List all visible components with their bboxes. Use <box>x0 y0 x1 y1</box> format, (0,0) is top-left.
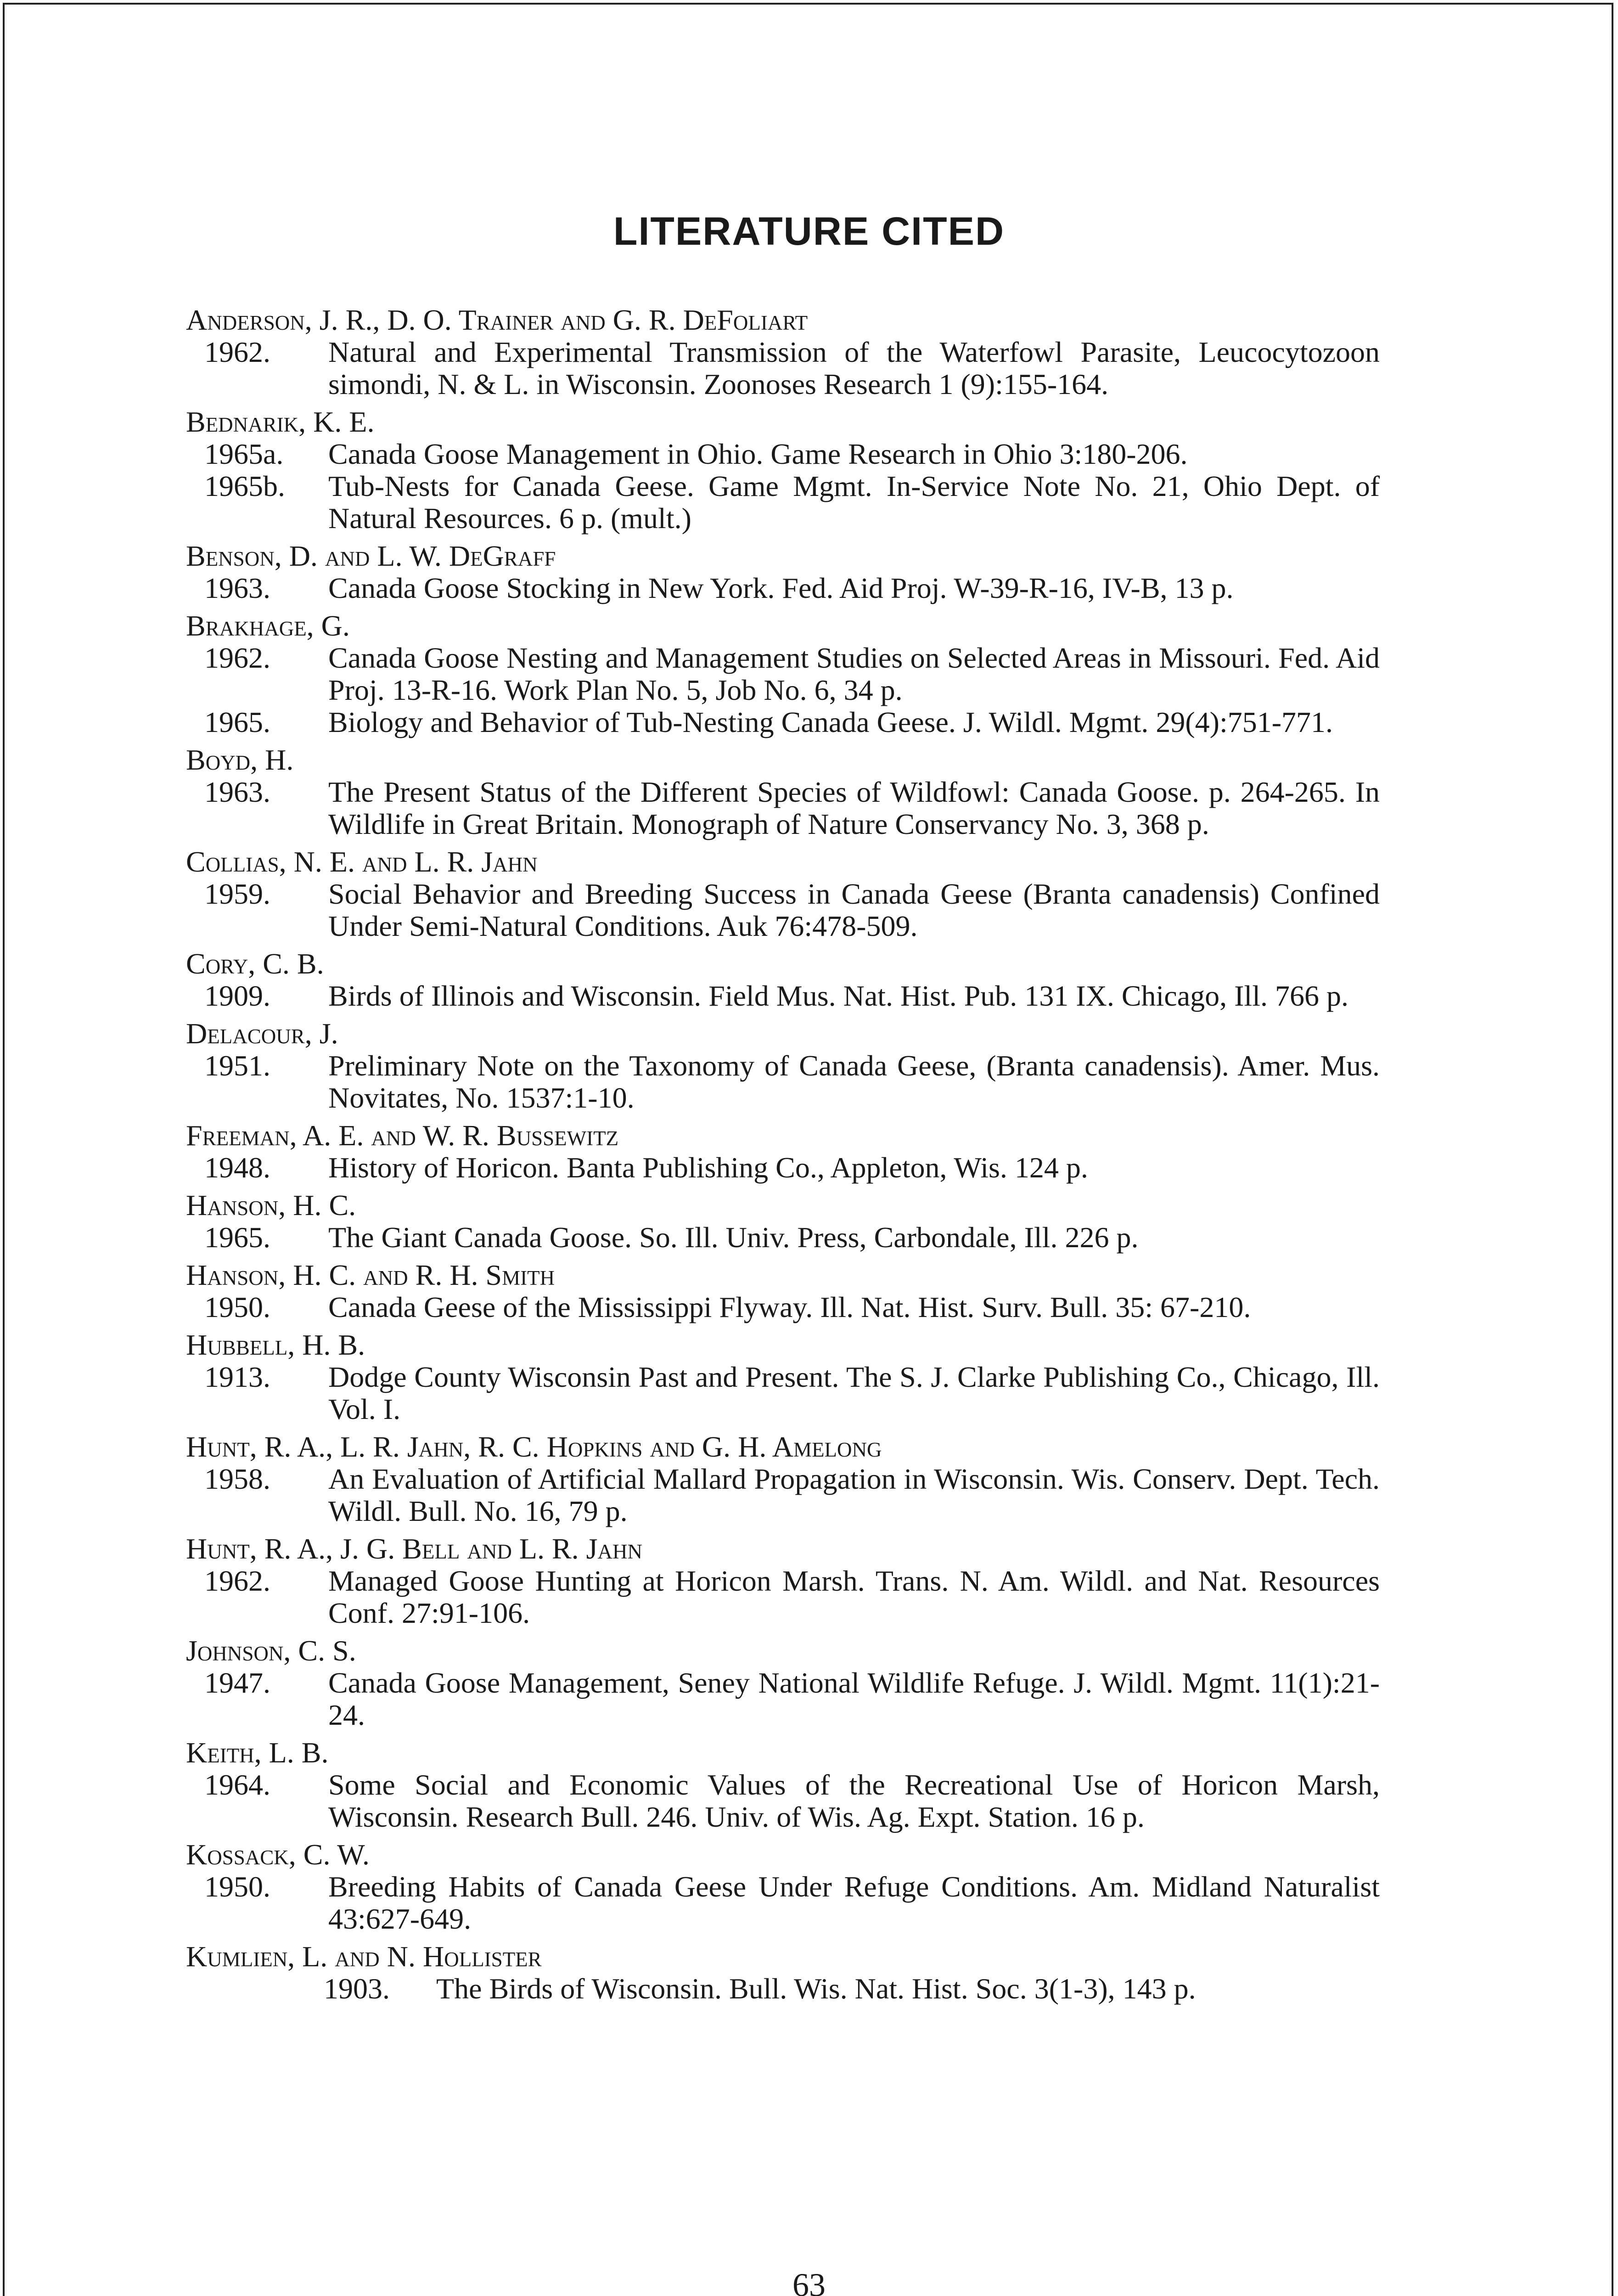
reference-year: 1958. <box>204 1463 270 1495</box>
reference-entry <box>186 776 1380 840</box>
reference-author: Hanson, H. C. and R. H. Smith <box>186 1259 555 1291</box>
reference-author: Hunt, R. A., J. G. Bell and L. R. Jahn <box>186 1532 643 1565</box>
reference-text: Canada Goose Management in Ohio. Game Research in Ohio 3:180-206. <box>328 438 1188 470</box>
reference-year: 1909. <box>204 979 270 1012</box>
reference-author: Hanson, H. C. <box>186 1189 356 1221</box>
reference-text: The Present Status of the Different Species of Wildfowl: Canada Goose. p. 264-265. In Wildlife in Great Britain. Monograph of Nature Conservancy No. 3, 368 p. <box>328 776 1380 840</box>
reference-year: 1965. <box>204 706 270 738</box>
reference-year: 1964. <box>204 1768 270 1801</box>
reference-year: 1903. <box>324 1972 390 2005</box>
reference-entry <box>186 1667 1380 1731</box>
reference-entry <box>186 438 1380 470</box>
reference-year: 1962. <box>204 642 270 674</box>
reference-author: Benson, D. and L. W. DeGraff <box>186 540 556 572</box>
reference-author: Cory, C. B. <box>186 947 324 980</box>
reference-entry <box>186 1221 1380 1254</box>
reference-text: Tub-Nests for Canada Geese. Game Mgmt. In-Service Note No. 21, Ohio Dept. of Natural Resources. 6 p. (mult.) <box>328 470 1380 535</box>
reference-entry <box>186 980 1380 1012</box>
reference-author: Hubbell, H. B. <box>186 1328 365 1361</box>
reference-year: 1959. <box>204 878 270 910</box>
reference-author: Hunt, R. A., L. R. Jahn, R. C. Hopkins and G. H. Amelong <box>186 1430 882 1463</box>
reference-text: Canada Goose Stocking in New York. Fed. Aid Proj. W-39-R-16, IV-B, 13 p. <box>328 572 1234 604</box>
reference-year: 1951. <box>204 1049 270 1082</box>
reference-year: 1963. <box>204 776 270 808</box>
reference-entry <box>186 1973 1380 2005</box>
reference-entry <box>186 336 1380 400</box>
reference-text: The Giant Canada Goose. So. Ill. Univ. Press, Carbondale, Ill. 226 p. <box>328 1221 1139 1254</box>
reference-author: Freeman, A. E. and W. R. Bussewitz <box>186 1119 619 1152</box>
reference-year: 1950. <box>204 1291 270 1323</box>
reference-year: 1947. <box>204 1666 270 1699</box>
reference-text: Dodge County Wisconsin Past and Present. The S. J. Clarke Publishing Co., Chicago, Ill. Vol. I. <box>328 1361 1380 1425</box>
page-title: LITERATURE CITED <box>613 209 1005 253</box>
reference-text: Some Social and Economic Values of the Recreational Use of Horicon Marsh, Wisconsin. Research Bull. 246. Univ. of Wis. Ag. Expt. Station. 16 p. <box>328 1768 1380 1833</box>
reference-text: The Birds of Wisconsin. Bull. Wis. Nat. Hist. Soc. 3(1-3), 143 p. <box>436 1972 1196 2005</box>
reference-year: 1950. <box>204 1870 270 1903</box>
reference-entry <box>186 642 1380 706</box>
page-number: 63 <box>792 2267 826 2296</box>
reference-text: Canada Geese of the Mississippi Flyway. Ill. Nat. Hist. Surv. Bull. 35: 67-210. <box>328 1291 1251 1323</box>
reference-text: Canada Goose Nesting and Management Studies on Selected Areas in Missouri. Fed. Aid Proj. 13-R-16. Work Plan No. 5, Job No. 6, 34 p. <box>328 642 1380 706</box>
reference-author: Kossack, C. W. <box>186 1838 370 1871</box>
reference-text: History of Horicon. Banta Publishing Co., Appleton, Wis. 124 p. <box>328 1151 1088 1184</box>
reference-entry <box>186 706 1380 738</box>
reference-text: An Evaluation of Artificial Mallard Propagation in Wisconsin. Wis. Conserv. Dept. Tech. Wildl. Bull. No. 16, 79 p. <box>328 1463 1380 1527</box>
reference-year: 1965. <box>204 1221 270 1254</box>
reference-text: Birds of Illinois and Wisconsin. Field Mus. Nat. Hist. Pub. 131 IX. Chicago, Ill. 766 p. <box>328 979 1348 1012</box>
reference-year: 1948. <box>204 1151 270 1184</box>
reference-entry <box>186 1463 1380 1527</box>
reference-entry <box>186 1050 1380 1114</box>
reference-entry <box>186 1565 1380 1629</box>
reference-entry <box>186 1871 1380 1935</box>
reference-entry <box>186 878 1380 942</box>
reference-year: 1965a. <box>204 438 284 470</box>
reference-text: Natural and Experimental Transmission of the Waterfowl Parasite, Leucocytozoon simondi, N. & L. in Wisconsin. Zoonoses Research 1 (9):155-164. <box>328 336 1380 400</box>
reference-year: 1913. <box>204 1361 270 1393</box>
reference-author: Keith, L. B. <box>186 1736 329 1769</box>
references-list <box>186 304 1380 2005</box>
reference-text: Breeding Habits of Canada Geese Under Refuge Conditions. Am. Midland Naturalist 43:627-649. <box>328 1870 1380 1935</box>
reference-author: Bednarik, K. E. <box>186 405 375 438</box>
reference-entry <box>186 1769 1380 1833</box>
reference-entry <box>186 1152 1380 1184</box>
reference-author: Brakhage, G. <box>186 609 350 642</box>
reference-author: Collias, N. E. and L. R. Jahn <box>186 845 538 878</box>
reference-year: 1962. <box>204 1564 270 1597</box>
reference-year: 1965b. <box>204 470 285 502</box>
reference-text: Preliminary Note on the Taxonomy of Canada Geese, (Branta canadensis). Amer. Mus. Novitates, No. 1537:1-10. <box>328 1049 1380 1114</box>
reference-year: 1962. <box>204 336 270 368</box>
reference-text: Biology and Behavior of Tub-Nesting Canada Geese. J. Wildl. Mgmt. 29(4):751-771. <box>328 706 1333 738</box>
reference-author: Boyd, H. <box>186 743 294 776</box>
reference-author: Delacour, J. <box>186 1017 338 1050</box>
reference-entry <box>186 1361 1380 1425</box>
reference-entry <box>186 572 1380 604</box>
reference-author: Johnson, C. S. <box>186 1634 356 1667</box>
reference-text: Social Behavior and Breeding Success in Canada Geese (Branta canadensis) Confined Under Semi-Natural Conditions. Auk 76:478-509. <box>328 878 1380 942</box>
reference-year: 1963. <box>204 572 270 604</box>
reference-author: Anderson, J. R., D. O. Trainer and G. R. DeFoliart <box>186 304 808 336</box>
reference-text: Managed Goose Hunting at Horicon Marsh. Trans. N. Am. Wildl. and Nat. Resources Conf. 27:91-106. <box>328 1564 1380 1629</box>
reference-entry <box>186 1291 1380 1323</box>
reference-author: Kumlien, L. and N. Hollister <box>186 1940 542 1973</box>
reference-text: Canada Goose Management, Seney National Wildlife Refuge. J. Wildl. Mgmt. 11(1):21-24. <box>328 1666 1380 1731</box>
reference-entry <box>186 470 1380 535</box>
